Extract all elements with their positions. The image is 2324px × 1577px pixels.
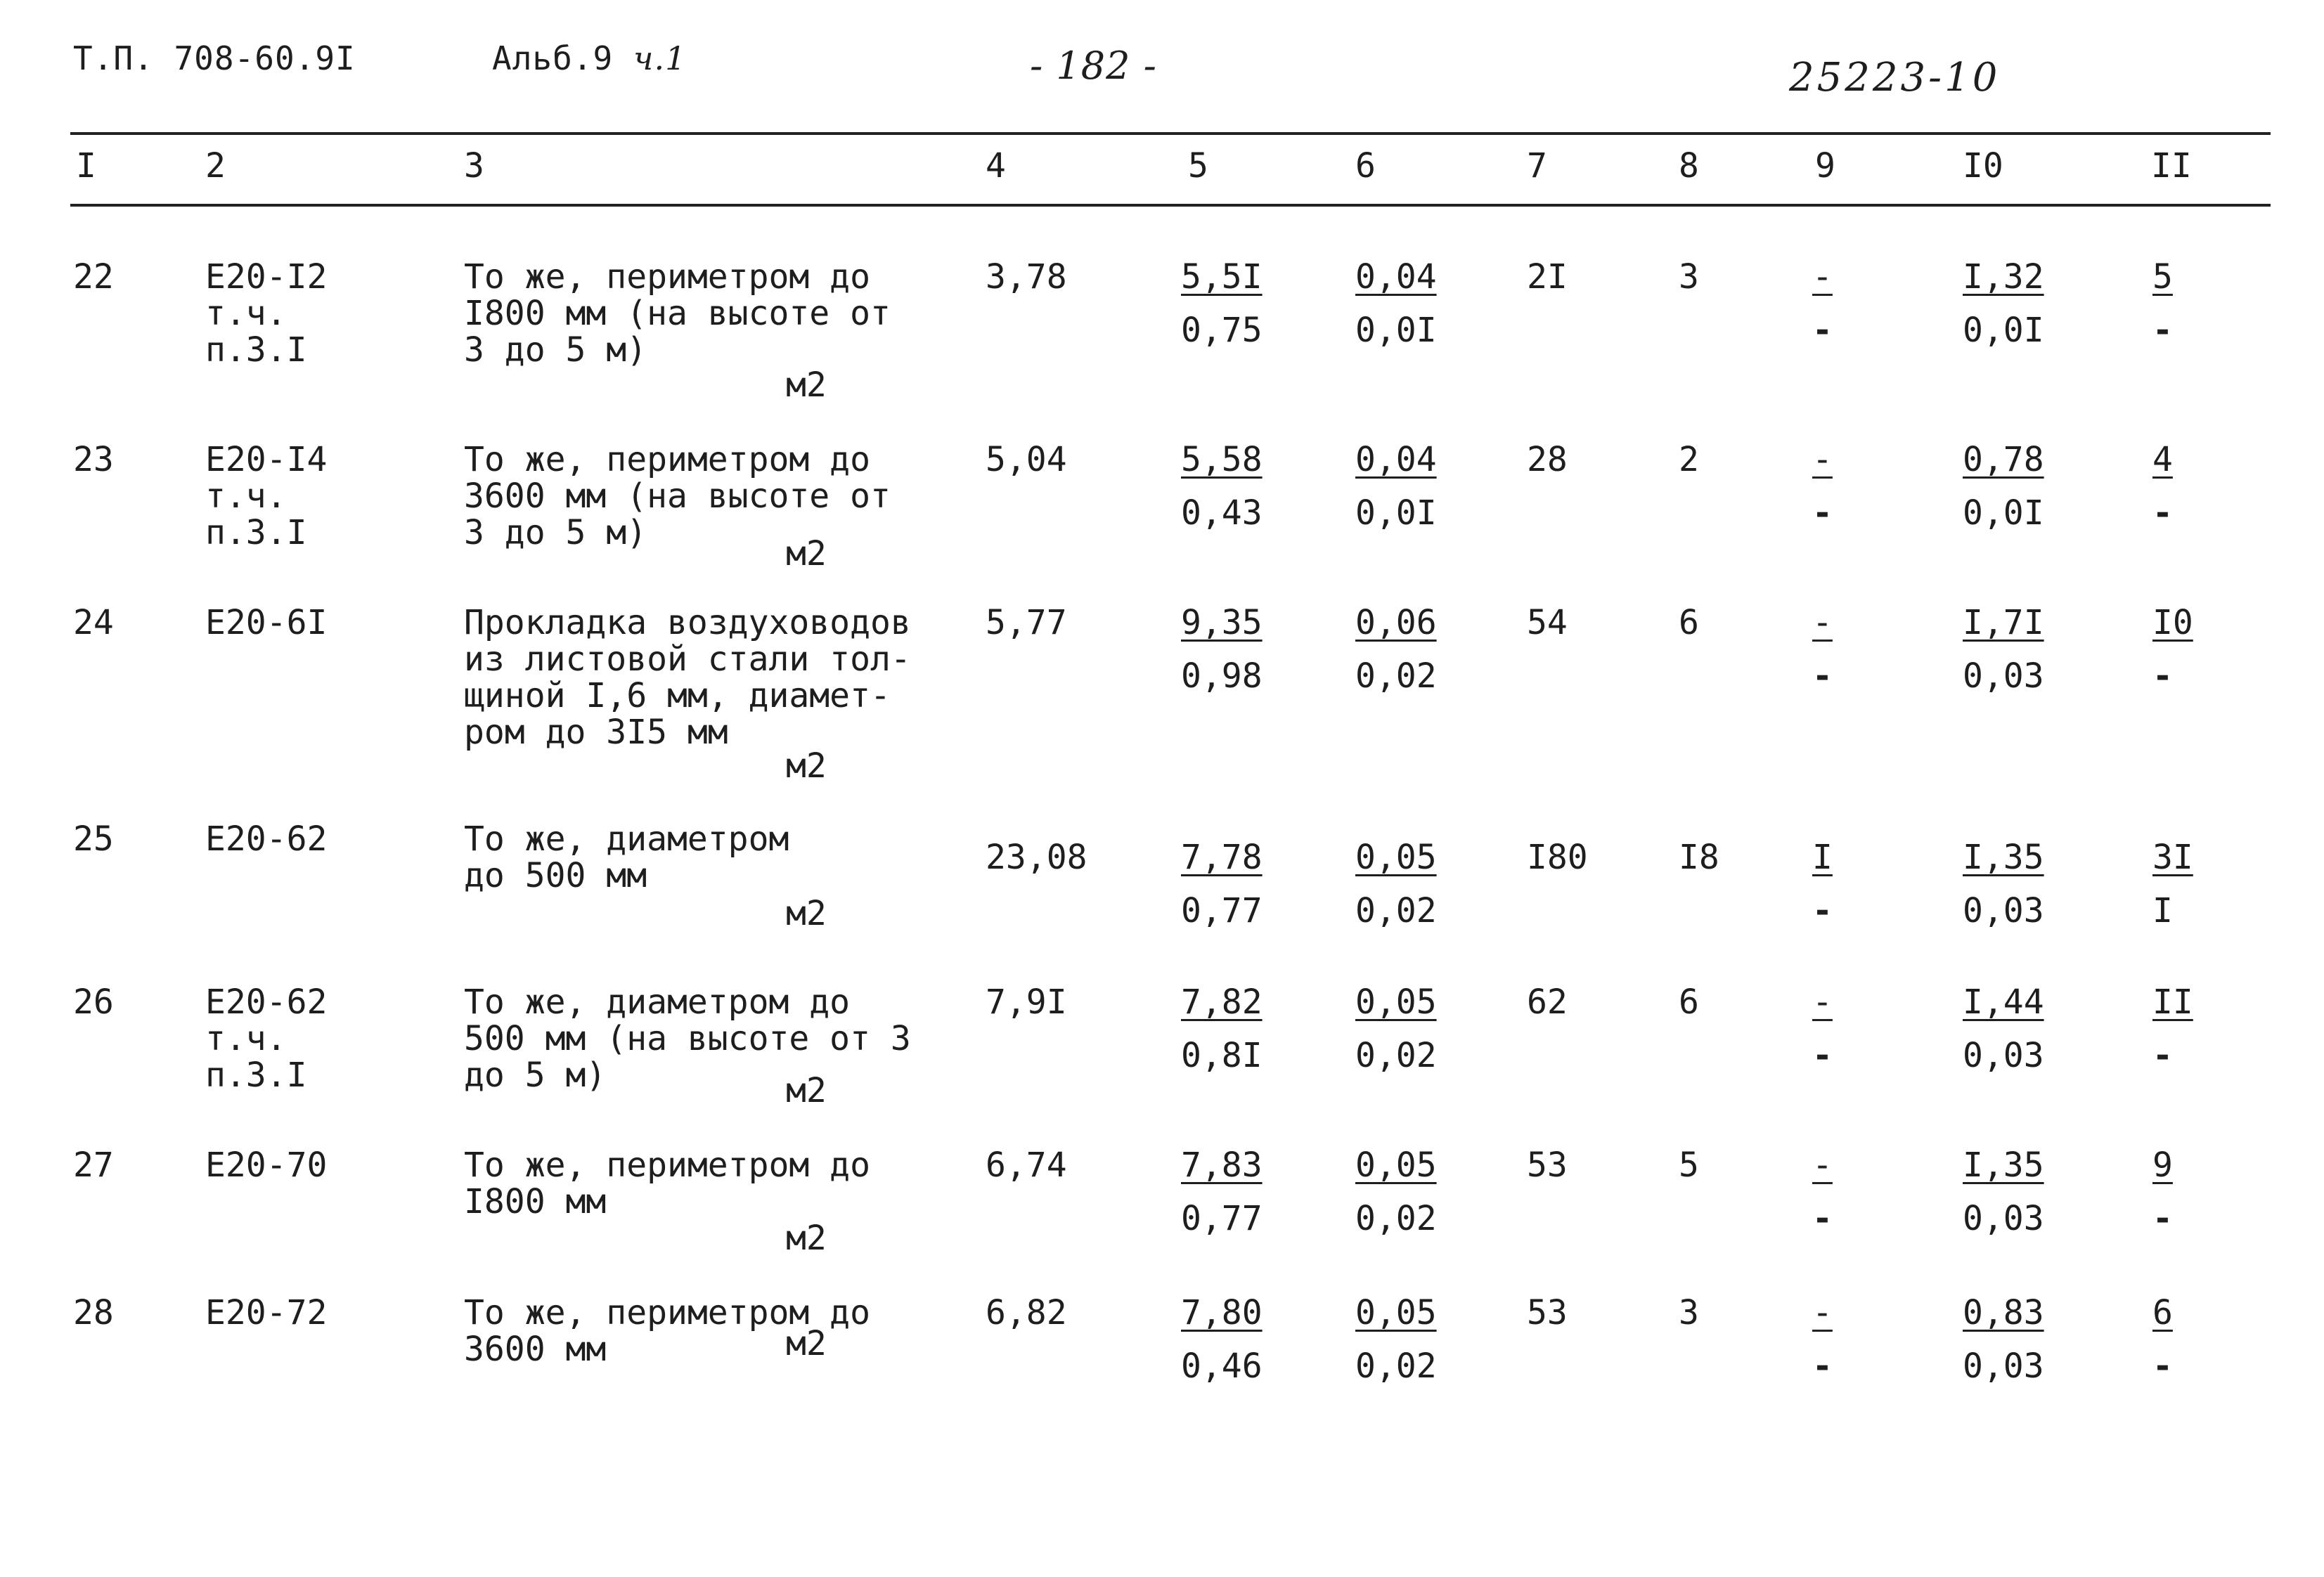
value-c8: 6 [1679,982,1699,1022]
unit-of-measure: м2 [786,746,827,786]
fraction-numerator: 9,35 [1181,603,1263,642]
value-c8: 6 [1679,603,1699,642]
column-header: II [2151,146,2192,186]
fraction-c5 [1181,839,1263,929]
fraction-denominator: 0,03 [1963,1346,2044,1386]
fraction-c6 [1355,839,1437,929]
fraction-denominator: 0,0I [1963,311,2044,350]
fraction-numerator: I,32 [1963,257,2044,297]
fraction-denominator: - [1812,891,1833,930]
fraction-numerator: 7,78 [1181,838,1263,877]
fraction-numerator: I,35 [1963,1146,2044,1185]
fraction-denominator: 0,77 [1181,891,1263,930]
column-header: 7 [1527,146,1547,186]
fraction-numerator: 4 [2152,440,2173,479]
unit-of-measure: м2 [786,1071,827,1110]
work-description: То же, периметром до I800 мм (на высоте от 3 до 5 м) [464,257,891,370]
row-number: 28 [73,1293,114,1332]
fraction-denominator: - [1812,1199,1833,1238]
fraction-denominator: - [2152,311,2173,350]
fraction-denominator: 0,03 [1963,656,2044,696]
work-description: То же, диаметром до 500 мм [464,819,789,895]
fraction-c10 [1963,259,2044,349]
column-header: 8 [1679,146,1699,186]
fraction-c10 [1963,604,2044,694]
fraction-denominator: - [2152,1199,2173,1238]
unit-of-measure: м2 [786,1324,827,1363]
norm-code: Е20-62 т.ч. п.3.I [205,982,328,1095]
norm-code: Е20-I2 т.ч. п.3.I [205,257,328,370]
unit-of-measure: м2 [786,534,827,573]
fraction-numerator: 5 [2152,257,2173,297]
fraction-c11 [2152,1294,2216,1384]
fraction-denominator: - [1812,311,1833,350]
quantity: 5,04 [986,440,1067,479]
album-part: ч.1 [633,39,687,77]
fraction-c10 [1963,984,2044,1074]
fraction-c9 [1812,1294,1876,1384]
document-reference: Т.П. 708-60.9I [73,39,356,77]
norm-code: Е20-6I [205,603,328,642]
unit-of-measure: м2 [786,365,827,405]
fraction-denominator: 0,0I [1963,493,2044,533]
fraction-denominator: 0,77 [1181,1199,1263,1238]
work-description: То же, периметром до 3600 мм (на высоте от 3 до 5 м) [464,440,891,552]
fraction-c5 [1181,259,1263,349]
fraction-numerator: 6 [2152,1293,2173,1332]
fraction-c9 [1812,604,1876,694]
fraction-c9 [1812,441,1876,531]
fraction-denominator: 0,98 [1181,656,1263,696]
value-c7: 54 [1527,603,1568,642]
value-c8: 5 [1679,1146,1699,1185]
fraction-denominator: I [2152,891,2173,930]
fraction-denominator: 0,75 [1181,311,1263,350]
fraction-numerator: 7,80 [1181,1293,1263,1332]
fraction-c6 [1355,259,1437,349]
fraction-c9 [1812,839,1876,929]
fraction-numerator: II [2152,982,2193,1022]
value-c8: 2 [1679,440,1699,479]
column-header: 3 [464,146,484,186]
fraction-numerator: 0,05 [1355,838,1437,877]
norm-code: Е20-72 [205,1293,328,1332]
fraction-c5 [1181,1147,1263,1237]
quantity: 23,08 [986,838,1087,877]
unit-of-measure: м2 [786,894,827,933]
fraction-numerator: 5,58 [1181,440,1263,479]
norm-code: Е20-I4 т.ч. п.3.I [205,440,328,552]
fraction-numerator: I,35 [1963,838,2044,877]
fraction-numerator: 0,05 [1355,982,1437,1022]
fraction-c5 [1181,604,1263,694]
fraction-numerator: 3I [2152,838,2193,877]
fraction-c6 [1355,984,1437,1074]
fraction-numerator: 0,04 [1355,440,1437,479]
value-c8: I8 [1679,838,1719,877]
fraction-numerator: 0,83 [1963,1293,2044,1332]
fraction-numerator: 7,83 [1181,1146,1263,1185]
value-c7: 53 [1527,1146,1568,1185]
page-number: - 182 - [1030,44,1157,88]
row-number: 26 [73,982,114,1022]
fraction-denominator: 0,03 [1963,1036,2044,1075]
fraction-denominator: 0,02 [1355,1199,1437,1238]
quantity: 6,74 [986,1146,1067,1185]
column-header: I0 [1963,146,2003,186]
row-number: 22 [73,257,114,297]
fraction-denominator: 0,02 [1355,656,1437,696]
fraction-numerator: 7,82 [1181,982,1263,1022]
row-number: 25 [73,819,114,859]
column-header: 5 [1188,146,1208,186]
fraction-denominator: 0,02 [1355,1346,1437,1386]
quantity: 7,9I [986,982,1067,1022]
fraction-numerator: 0,04 [1355,257,1437,297]
fraction-denominator: 0,46 [1181,1346,1263,1386]
fraction-numerator: - [1812,1293,1833,1332]
fraction-c6 [1355,1147,1437,1237]
column-header: I [76,146,96,186]
album-number: Альб.9 [492,39,614,77]
fraction-numerator: - [1812,603,1833,642]
fraction-denominator: - [2152,1346,2173,1386]
fraction-denominator: - [1812,656,1833,696]
value-c7: I80 [1527,838,1588,877]
fraction-numerator: 0,05 [1355,1293,1437,1332]
value-c7: 62 [1527,982,1568,1022]
fraction-c6 [1355,1294,1437,1384]
fraction-c10 [1963,839,2044,929]
table-top-rule [70,132,2271,135]
fraction-denominator: 0,03 [1963,1199,2044,1238]
fraction-numerator: - [1812,440,1833,479]
fraction-numerator: - [1812,257,1833,297]
fraction-numerator: I0 [2152,603,2193,642]
fraction-c6 [1355,441,1437,531]
fraction-denominator: - [2152,1036,2173,1075]
fraction-c11 [2152,604,2216,694]
fraction-c5 [1181,984,1263,1074]
fraction-c10 [1963,1147,2044,1237]
column-header: 2 [205,146,226,186]
value-c8: 3 [1679,1293,1699,1332]
norm-code: Е20-62 [205,819,328,859]
work-description: То же, периметром до 3600 мм [464,1293,870,1369]
column-header: 6 [1355,146,1376,186]
quantity: 5,77 [986,603,1067,642]
archive-number: 25223-10 [1789,55,2001,100]
fraction-c11 [2152,984,2216,1074]
fraction-denominator: - [2152,656,2173,696]
value-c7: 2I [1527,257,1568,297]
value-c7: 28 [1527,440,1568,479]
norm-code: Е20-70 [205,1146,328,1185]
table-header-rule [70,204,2271,207]
work-description: Прокладка воздуховодов из листовой стали тол- щиной I,6 мм, диамет- ром до 3I5 мм [464,603,911,752]
fraction-numerator: 0,78 [1963,440,2044,479]
fraction-numerator: 0,05 [1355,1146,1437,1185]
fraction-c6 [1355,604,1437,694]
row-number: 27 [73,1146,114,1185]
quantity: 6,82 [986,1293,1067,1332]
work-description: То же, диаметром до 500 мм (на высоте от 3 до 5 м) [464,982,911,1095]
fraction-numerator: I,44 [1963,982,2044,1022]
fraction-c9 [1812,1147,1876,1237]
fraction-c9 [1812,984,1876,1074]
fraction-c11 [2152,839,2216,929]
fraction-denominator: 0,0I [1355,493,1437,533]
fraction-numerator: 0,06 [1355,603,1437,642]
fraction-c11 [2152,259,2216,349]
fraction-c11 [2152,1147,2216,1237]
fraction-denominator: 0,02 [1355,1036,1437,1075]
fraction-numerator: - [1812,1146,1833,1185]
fraction-numerator: I [1812,838,1833,877]
fraction-denominator: - [1812,493,1833,533]
unit-of-measure: м2 [786,1219,827,1258]
row-number: 23 [73,440,114,479]
fraction-denominator: 0,43 [1181,493,1263,533]
value-c8: 3 [1679,257,1699,297]
work-description: То же, периметром до I800 мм [464,1146,870,1221]
fraction-denominator: 0,02 [1355,891,1437,930]
fraction-numerator: 9 [2152,1146,2173,1185]
fraction-denominator: - [1812,1036,1833,1075]
fraction-numerator: - [1812,982,1833,1022]
quantity: 3,78 [986,257,1067,297]
fraction-numerator: I,7I [1963,603,2044,642]
fraction-denominator: - [1812,1346,1833,1386]
fraction-denominator: - [2152,493,2173,533]
row-number: 24 [73,603,114,642]
fraction-denominator: 0,03 [1963,891,2044,930]
fraction-c10 [1963,1294,2044,1384]
column-header: 4 [986,146,1006,186]
fraction-numerator: 5,5I [1181,257,1263,297]
album-label [492,39,686,77]
fraction-denominator: 0,0I [1355,311,1437,350]
fraction-c5 [1181,441,1263,531]
fraction-c10 [1963,441,2044,531]
value-c7: 53 [1527,1293,1568,1332]
column-header: 9 [1815,146,1835,186]
fraction-c5 [1181,1294,1263,1384]
fraction-c11 [2152,441,2216,531]
fraction-c9 [1812,259,1876,349]
fraction-denominator: 0,8I [1181,1036,1263,1075]
